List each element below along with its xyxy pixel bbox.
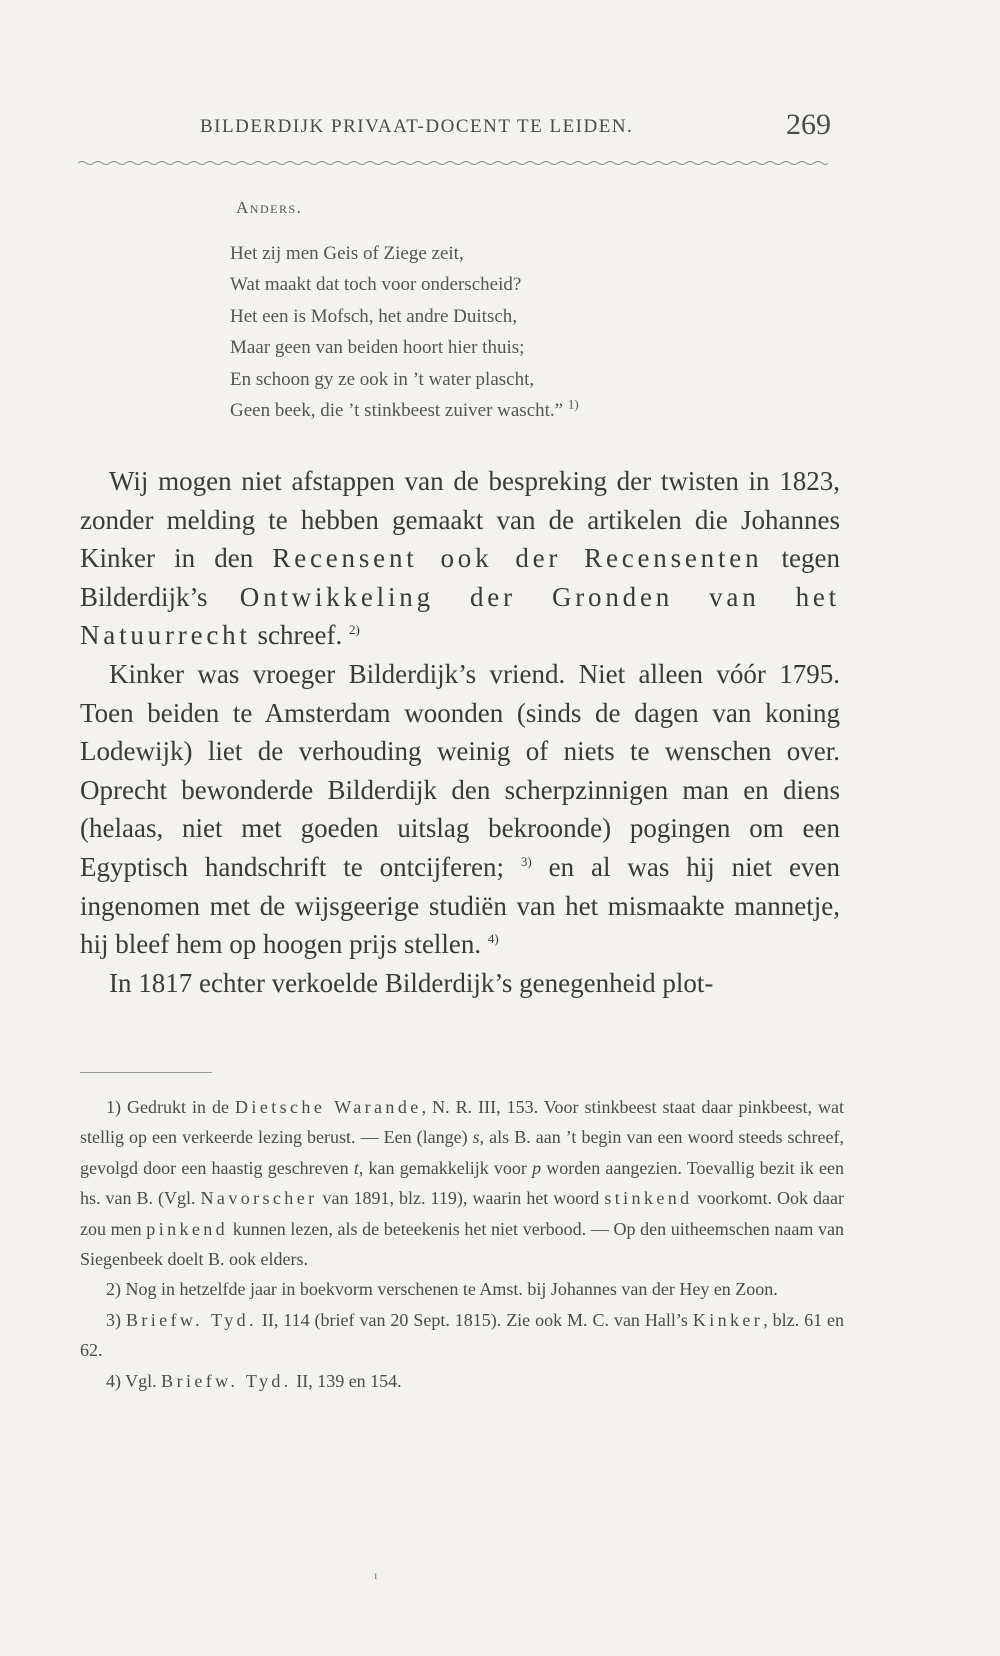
footnote-4 — [80, 1366, 844, 1396]
printer-mark: ı — [374, 1568, 378, 1582]
poem-line: Wat maakt dat toch voor onderscheid? — [230, 274, 522, 296]
italic-letter: t — [353, 1157, 359, 1178]
periodical-title: Briefw. Tyd. — [125, 1309, 257, 1330]
footnote-ref-4[interactable]: 4) — [487, 931, 499, 947]
paragraph-3 — [80, 964, 840, 1003]
poem-line-last — [230, 395, 790, 426]
text-run: tegen Bilderdijk’s — [80, 543, 840, 612]
text-run: en al was hij niet even ingenomen met de wijsgeerige studiën van het mismaakte mannetje, hij bleef hem op hoogen prijs stellen. — [80, 851, 840, 960]
text-run: , als B. aan ’t begin van een woord steeds schreef, gevolgd door een haastig geschreven — [80, 1127, 844, 1178]
text-run: II, 139 en 154. — [291, 1370, 402, 1391]
text-run: II, 114 (brief van 20 Sept. 1815). Zie ook M. C. van Hall’s — [256, 1309, 693, 1330]
text-run: 1) Gedrukt in de — [106, 1097, 236, 1117]
text-run: 2) Nog in hetzelfde jaar in boekvorm verschenen te Amst. bij Johannes van der Hey en Zoon. — [106, 1279, 778, 1300]
emphasized-word: pinkend — [146, 1218, 229, 1239]
footnote-1 — [80, 1092, 844, 1274]
text-run: schreef. — [250, 620, 349, 651]
text-run: Kinker was vroeger Bilderdijk’s vriend. Niet alleen vóór 1795. Toen beiden te Amsterdam woonden (sinds de dagen van koning Lodewijk) liet de verhouding weinig of niets te wenschen over. Oprecht bewonderde Bilderdijk den scherpzinnigen man en diens (helaas, niet met goeden uitslag bekroonde) pogingen om een Egyptisch handschrift te ontcijferen; — [80, 658, 840, 882]
footnotes — [80, 1092, 844, 1396]
text-run: worden aangezien. Toevallig bezit ik een hs. van B. (Vgl. — [80, 1157, 844, 1209]
footnote-ref-2[interactable]: 2) — [348, 622, 360, 638]
periodical-title: Navorscher — [200, 1188, 318, 1209]
footnote-rule — [80, 1072, 212, 1073]
poem — [230, 238, 790, 426]
text-run: , N. R. III, 153. Voor stinkbeest staat daar pinkbeest, wat stellig op een verkeerde lezing berust. — Een (lange) — [80, 1097, 845, 1148]
poem-line: Het zij men Geis of Ziege zeit, — [230, 243, 464, 264]
work-title: Ontwikkeling der Gronden van het Natuurrecht — [80, 581, 840, 651]
text-run: In 1817 echter verkoelde Bilderdijk’s genegenheid plot- — [109, 967, 714, 998]
poem-line: Maar geen van beiden hoort hier thuis; — [230, 337, 525, 359]
poem-line: En schoon gy ze ook in ’t water plascht, — [230, 368, 535, 390]
footnote-3 — [80, 1305, 844, 1366]
periodical-title: Dietsche Warande — [235, 1097, 422, 1117]
work-title: Kinker — [692, 1309, 764, 1330]
text-run: Wij mogen niet afstappen van de bespreking der twisten in 1823, zonder melding te hebben gemaakt van de artikelen die Johannes Kinker in den — [80, 466, 840, 574]
text-run: 3) — [106, 1309, 126, 1330]
periodical-title: Briefw. Tyd. — [161, 1370, 292, 1391]
footnote-ref-1[interactable]: 1) — [567, 396, 579, 412]
text-run: kunnen lezen, als de beteekenis het niet verbood. — Op den uitheemschen naam van Siegenbeek doelt B. ook elders. — [80, 1218, 845, 1270]
header-rule — [78, 160, 828, 166]
emphasized-word: stinkend — [604, 1188, 693, 1209]
italic-letter: s — [472, 1127, 480, 1148]
poem-line: Het een is Mofsch, het andre Duitsch, — [230, 305, 518, 327]
text-run: voorkomt. Ook daar zou men — [80, 1188, 845, 1239]
page-number: 269 — [786, 108, 831, 141]
text-run: van 1891, blz. 119), waarin het woord — [317, 1188, 605, 1209]
periodical-title: Recensent ook der Recensenten — [272, 543, 763, 574]
paragraph-2 — [80, 655, 840, 964]
text-run: 4) Vgl. — [106, 1370, 162, 1391]
text-run: , kan gemakkelijk voor — [358, 1157, 533, 1178]
footnote-2 — [80, 1274, 844, 1304]
footnote-ref-3[interactable]: 3) — [520, 853, 532, 869]
poem-heading: Anders. — [236, 198, 303, 217]
italic-letter: p — [532, 1157, 542, 1178]
body-text — [80, 462, 840, 1002]
poem-line-text: Geen beek, die ’t stinkbeest zuiver wascht.” — [230, 400, 564, 422]
running-title: BILDERDIJK PRIVAAT-DOCENT TE LEIDEN. — [200, 116, 634, 137]
paragraph-1 — [80, 462, 840, 655]
text-run: , blz. 61 en 62. — [80, 1309, 844, 1361]
